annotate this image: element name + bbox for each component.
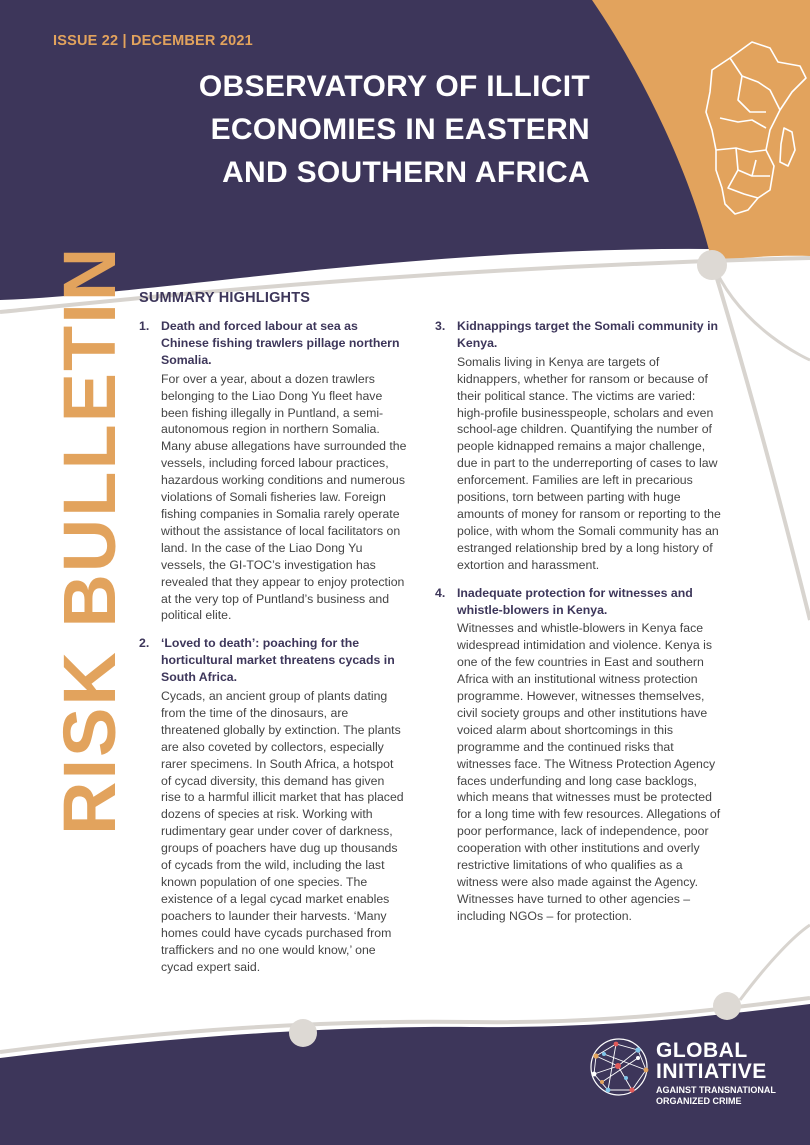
- summary-item: [435, 585, 725, 925]
- summary-item: [435, 318, 725, 574]
- risk-bulletin-vertical-title: RISK BULLETIN: [48, 245, 131, 835]
- global-initiative-logo: [588, 1036, 788, 1116]
- global-initiative-logo-icon: [588, 1036, 650, 1098]
- issue-line: [53, 33, 253, 49]
- issue-date: DECEMBER 2021: [131, 33, 253, 49]
- item-body: Cycads, an ancient group of plants dating from the time of the dinosaurs, are threatened globally by extinction. The plants are also coveted by collectors, especially rarer specimens. In South Africa, a hotspot of cycad diversity, this demand has given rise to a harmful illicit market that has placed dozens of species at risk. Working with rudimentary gear under cover of darkness, groups of poachers have dug up thousands of cycads from the wild, including the last known population of one species. The existence of a legal cycad market enables poachers to launder their harvests. ‘Many homes could have cycads purchased from traffickers and no one would know,’ one cycad expert said.: [161, 689, 404, 974]
- item-heading: Inadequate protection for witnesses and whistle-blowers in Kenya.: [457, 585, 693, 617]
- node-dot-2: [289, 1019, 317, 1047]
- summary-heading: SUMMARY HIGHLIGHTS: [139, 290, 311, 306]
- summary-item: [139, 635, 407, 975]
- item-heading: ‘Loved to death’: poaching for the horticultural market threatens cycads in South Africa.: [161, 636, 395, 685]
- title-line: OBSERVATORY OF ILLICIT: [198, 70, 590, 103]
- logo-line-2: INITIATIVE: [656, 1060, 767, 1083]
- item-number: 4.: [435, 585, 446, 600]
- logo-wordmark: [656, 1040, 776, 1107]
- item-body: Somalis living in Kenya are targets of kidnappers, whether for ransom or because of their political stance. The victims are varied: high-profile businesspeople, scholars and even school-age children. Quantifying the number of people kidnapped remains a major challenge, due in part to the underreporting of cases to law enforcement. Families are left in precarious positions, torn between parting with huge amounts of money for ransom or reporting to the police, with whom the Somali community has an estranged relationship bred by a long history of extortion and harassment.: [457, 354, 721, 572]
- page-title: [150, 65, 590, 194]
- summary-item: [139, 318, 407, 624]
- divider-curve-arc: [712, 262, 810, 620]
- item-body: Witnesses and whistle-blowers in Kenya face widespread intimidation and violence. Kenya is one of the few countries in East and southern Africa with an institutional witness protection programme. However, witnesses themselves, civil society groups and other institutions have voiced alarm about shortcomings in this programme and the continued risks that witnesses face. The Witness Protection Agency faces underfunding and long case backlogs, which means that witnesses must be protected for a long time with few resources. Allegations of poor performance, lack of independence, poor cooperation with other institutions and overly restrictive limitations of who qualifies as a witness were also made against the Agency. Witnesses have turned to other agencies – including NGOs – for protection.: [457, 621, 721, 923]
- node-dot-3: [713, 992, 741, 1020]
- title-line: ECONOMIES IN EASTERN: [210, 113, 590, 146]
- item-number: 1.: [139, 319, 150, 333]
- summary-column-right: [435, 318, 725, 936]
- issue-number: ISSUE 22: [53, 33, 119, 49]
- item-heading: Death and forced labour at sea as Chinese fishing trawlers pillage northern Somalia.: [161, 319, 400, 367]
- summary-column-left: [139, 318, 407, 986]
- node-dot-1: [697, 250, 727, 280]
- item-number: 2.: [139, 636, 150, 651]
- issue-separator: |: [122, 33, 127, 49]
- title-line: AND SOUTHERN AFRICA: [222, 156, 590, 189]
- logo-line-1: GLOBAL: [656, 1039, 748, 1062]
- item-body: For over a year, about a dozen trawlers belonging to the Liao Dong Yu fleet have been fishing illegally in Puntland, a semi-autonomous region in northern Somalia. Many abuse allegations have surrounded the vessels, including forced labour practices, hazardous working conditions and numerous violations of Somali fisheries law. Foreign fishing companies in Somalia rarely operate without the assistance of local facilitators on land. In the case of the Liao Dong Yu vessels, the GI-TOC’s investigation has revealed that they appear to enjoy protection at the very top of Puntland’s business and political elite.: [161, 371, 407, 623]
- item-number: 3.: [435, 319, 446, 333]
- logo-line-3: AGAINST TRANSNATIONAL: [656, 1085, 776, 1095]
- logo-line-4: ORGANIZED CRIME: [656, 1096, 742, 1106]
- item-heading: Kidnappings target the Somali community in Kenya.: [457, 319, 718, 350]
- divider-curve-bottom-right: [740, 925, 810, 1000]
